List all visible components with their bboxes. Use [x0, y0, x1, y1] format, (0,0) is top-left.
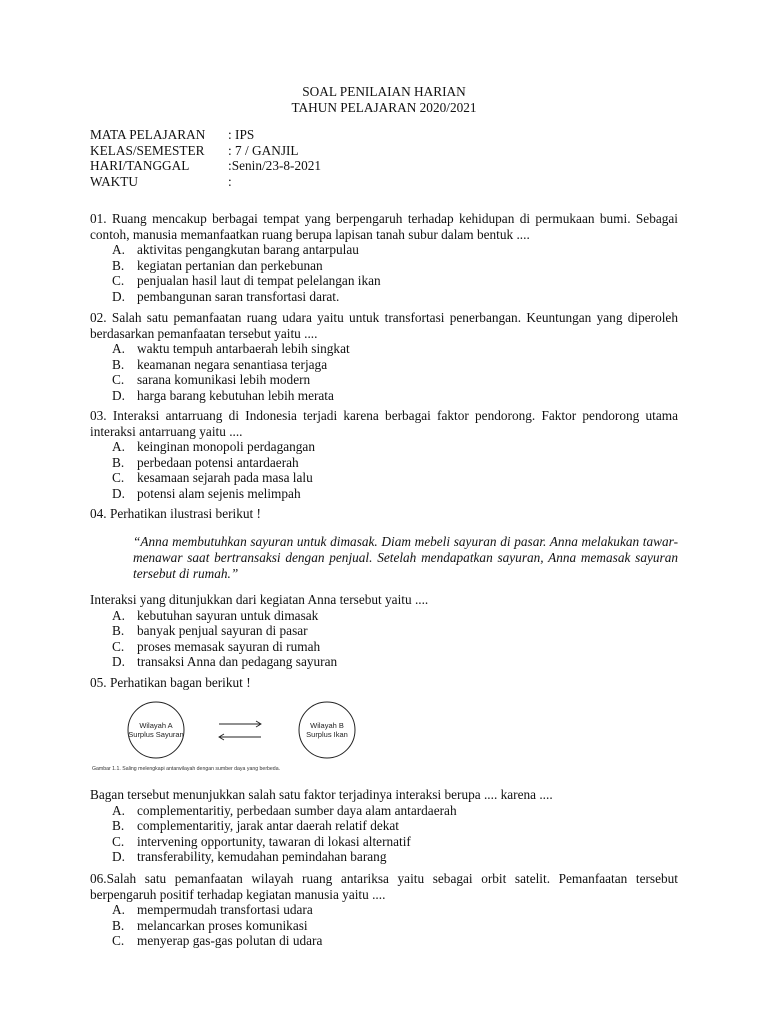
- title-line-2: TAHUN PELAJARAN 2020/2021: [291, 100, 477, 115]
- question-stem: 03. Interaksi antarruang di Indonesia terjadi karena berbagai faktor pendorong. Faktor pendorong utama interaksi antarruang yaitu ....: [90, 408, 678, 439]
- question-06: [90, 871, 678, 949]
- option-a: A. kebutuhan sayuran untuk dimasak: [112, 607, 319, 623]
- option-c: C. proses memasak sayuran di rumah: [112, 638, 321, 654]
- option-a: A. mempermudah transfortasi udara: [112, 902, 313, 917]
- option-a: A. keinginan monopoli perdagangan: [112, 439, 315, 454]
- question-stem: Bagan tersebut menunjukkan salah satu faktor terjadinya interaksi berupa .... karena ....: [90, 787, 553, 802]
- wilayah-b-label: Wilayah B: [310, 721, 344, 730]
- question-04-prompt: [90, 592, 678, 670]
- question-02: [90, 310, 678, 403]
- option-d: D. potensi alam sejenis melimpah: [112, 485, 301, 501]
- question-05: [90, 675, 678, 691]
- wilayah-a-label: Wilayah A: [139, 721, 173, 730]
- option-a: A. complementaritiy, perbedaan sumber daya alam antardaerah: [112, 802, 457, 818]
- option-d: D. pembangunan saran transfortasi darat.: [112, 288, 340, 304]
- question-04: [90, 506, 678, 522]
- option-b: B. complementaritiy, jarak antar daerah relatif dekat: [112, 818, 399, 833]
- meta-value: :: [228, 173, 232, 189]
- question-stem: 01. Ruang mencakup berbagai tempat yang berpengaruh terhadap kehidupan di permukaan bumi. Sebagai contoh, manusia memanfaatkan ruang berupa lapisan tanah subur dalam bentuk ....: [90, 211, 678, 242]
- meta-row-time: [90, 174, 321, 190]
- question-stem: 02. Salah satu pemanfaatan ruang udara yaitu untuk transfortasi penerbangan. Keuntungan yang diperoleh berdasarkan pemanfaatan tersebut yaitu ....: [90, 310, 678, 341]
- document-title: [0, 84, 768, 116]
- option-b: B. keamanan negara senantiasa terjaga: [112, 356, 328, 372]
- question-stem: Interaksi yang ditunjukkan dari kegiatan Anna tersebut yaitu ....: [90, 592, 429, 607]
- question-03: [90, 408, 678, 501]
- meta-value: :Senin/23-8-2021: [228, 158, 322, 173]
- option-b: B. banyak penjual sayuran di pasar: [112, 623, 308, 638]
- meta-row-class: [90, 143, 321, 159]
- option-b: B. melancarkan proses komunikasi: [112, 917, 308, 933]
- option-c: C. sarana komunikasi lebih modern: [112, 372, 311, 387]
- question-01: [90, 211, 678, 304]
- diagram-caption: Gambar 1.1. Saling melengkapi antarwilayah dengan sumber daya yang berbeda.: [92, 766, 281, 772]
- arrow-right-icon: [219, 721, 261, 727]
- option-d: D. transferability, kemudahan pemindahan barang: [112, 849, 387, 864]
- option-c: C. intervening opportunity, tawaran di lokasi alternatif: [112, 833, 411, 849]
- meta-label: KELAS/SEMESTER: [90, 142, 205, 158]
- option-a: A. aktivitas pengangkutan barang antarpulau: [112, 242, 359, 257]
- option-b: B. kegiatan pertanian dan perkebunan: [112, 257, 323, 273]
- option-b: B. perbedaan potensi antardaerah: [112, 454, 299, 470]
- exam-meta: [90, 127, 321, 189]
- meta-label: MATA PELAJARAN: [90, 127, 206, 142]
- option-d: D. harga barang kebutuhan lebih merata: [112, 387, 334, 403]
- question-05-prompt: [90, 787, 678, 865]
- illustration-quote: “Anna membutuhkan sayuran untuk dimasak. Diam mebeli sayuran di pasar. Anna melakukan tawar-menawar saat bertransaksi dengan penjual. Setelah mendapatkan sayuran, Anna memasak sayuran tersebut di rumah.”: [133, 534, 678, 581]
- question-stem: 04. Perhatikan ilustrasi berikut !: [90, 506, 261, 521]
- meta-label: HARI/TANGGAL: [90, 158, 190, 173]
- option-d: D. transaksi Anna dan pedagang sayuran: [112, 654, 338, 669]
- meta-row-subject: [90, 127, 321, 143]
- arrow-left-icon: [219, 734, 261, 740]
- wilayah-a-sublabel: Surplus Sayuran: [128, 730, 184, 739]
- meta-value: : 7 / GANJIL: [228, 142, 299, 158]
- option-a: A. waktu tempuh antarbaerah lebih singkat: [112, 341, 350, 356]
- question-stem: 05. Perhatikan bagan berikut !: [90, 675, 251, 690]
- meta-row-date: [90, 158, 321, 174]
- option-c: C. kesamaan sejarah pada masa lalu: [112, 470, 313, 485]
- title-line-1: SOAL PENILAIAN HARIAN: [302, 84, 466, 99]
- meta-label: WAKTU: [90, 173, 139, 189]
- question-stem: 06.Salah satu pemanfaatan wilayah ruang antariksa yaitu sebagai orbit satelit. Pemanfaatan tersebut berpengaruh positif terhadap kegiatan manusia yaitu ....: [90, 871, 678, 902]
- option-c: C. penjualan hasil laut di tempat pelelangan ikan: [112, 273, 381, 288]
- wilayah-b-sublabel: Surplus Ikan: [306, 730, 348, 739]
- meta-value: : IPS: [228, 127, 255, 142]
- option-c: C. menyerap gas-gas polutan di udara: [112, 933, 323, 948]
